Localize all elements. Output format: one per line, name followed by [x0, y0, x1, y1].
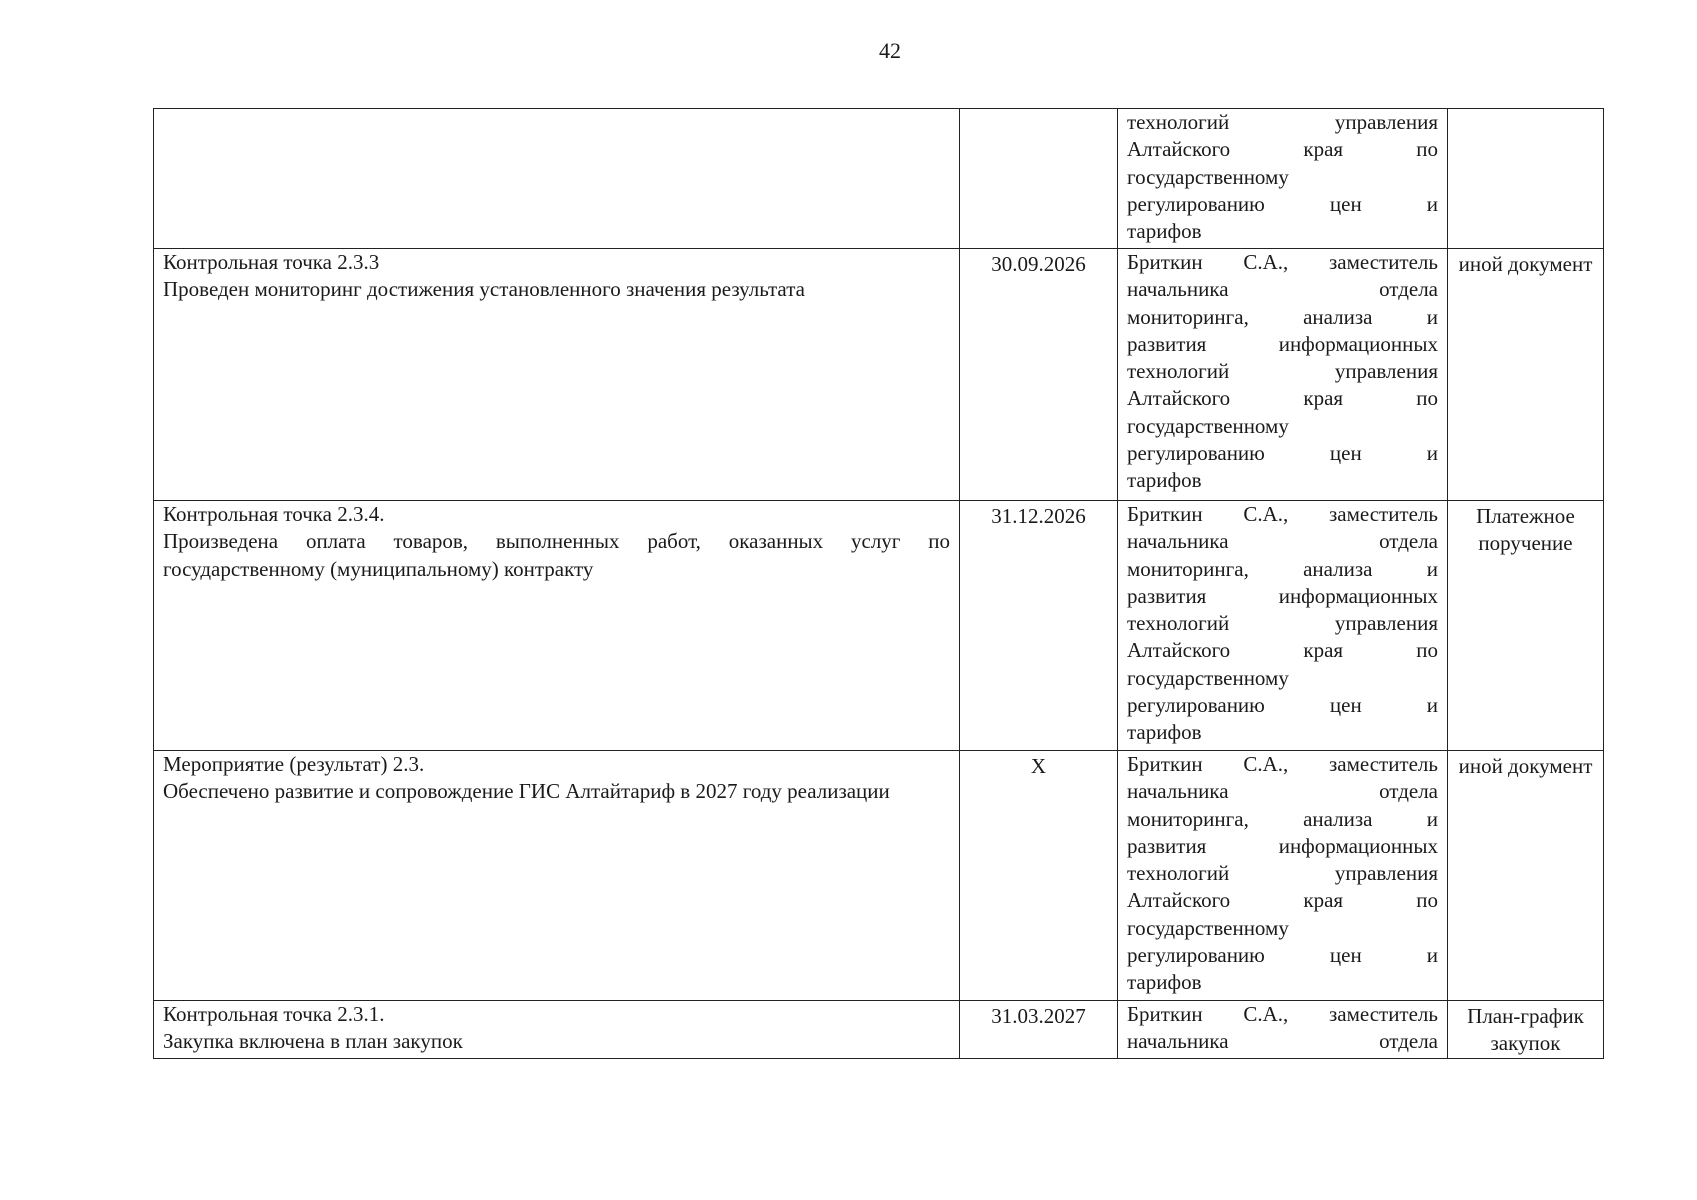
responsible-line: Алтайского края по [1127, 386, 1438, 411]
date-cell: 31.12.2026 [960, 501, 1118, 751]
responsible-line: технологий управления [1127, 861, 1438, 886]
responsible-line: развития информационных [1127, 583, 1438, 608]
row-title: Контрольная точка 2.3.4. [163, 502, 385, 526]
table-row [154, 1001, 1604, 1059]
responsible-line: мониторинга, анализа и [1127, 304, 1438, 329]
responsible-line: технологий управления [1127, 359, 1438, 384]
document-cell: иной документ [1448, 249, 1604, 501]
page-number: 42 [879, 38, 901, 63]
responsible-line: развития информационных [1127, 331, 1438, 356]
responsible-cell [1118, 751, 1448, 1001]
responsible-line: Бриткин С.А., заместитель [1127, 1002, 1438, 1026]
responsible-line: тарифов [1127, 720, 1202, 745]
responsible-line: государственному [1127, 915, 1289, 940]
measures-table [153, 108, 1604, 1059]
document-cell: иной документ [1448, 751, 1604, 1001]
document-cell [1448, 109, 1604, 249]
responsible-line: регулированию цен и [1127, 943, 1438, 968]
date-cell: 30.09.2026 [960, 249, 1118, 501]
table-row [154, 751, 1604, 1001]
responsible-line: мониторинга, анализа и [1127, 806, 1438, 831]
responsible-line: государственному [1127, 413, 1289, 438]
row-description: Проведен мониторинг достижения установленного значения результата [163, 277, 805, 302]
responsible-line: Алтайского края по [1127, 888, 1438, 913]
date-cell: Х [960, 751, 1118, 1001]
table-row [154, 249, 1604, 501]
responsible-line: технологий управления [1127, 611, 1438, 636]
responsible-line: начальника отдела [1127, 529, 1438, 554]
responsible-line: начальника отдела [1127, 277, 1438, 302]
responsible-cell [1118, 1001, 1448, 1059]
responsible-line: начальника отдела [1127, 779, 1438, 804]
responsible-line: регулированию цен и [1127, 693, 1438, 718]
responsible-cell [1118, 249, 1448, 501]
responsible-cell [1118, 109, 1448, 249]
description-cell [154, 751, 960, 1001]
table-row [154, 109, 1604, 249]
row-description: Обеспечено развитие и сопровождение ГИС Алтайтариф в 2027 году реализации [163, 779, 890, 804]
row-description: Произведена оплата товаров, выполненных работ, оказанных услуг по государственному (муниципальному) контракту [163, 529, 950, 581]
responsible-line: Бриткин С.А., заместитель [1127, 752, 1438, 776]
date-cell: 31.03.2027 [960, 1001, 1118, 1059]
responsible-line: регулированию цен и [1127, 191, 1438, 216]
responsible-line: тарифов [1127, 970, 1202, 995]
description-cell [154, 249, 960, 501]
responsible-line: Бриткин С.А., заместитель [1127, 502, 1438, 526]
description-cell [154, 1001, 960, 1059]
responsible-line: государственному [1127, 665, 1289, 690]
document-cell: План-график закупок [1448, 1001, 1604, 1059]
row-title: Мероприятие (результат) 2.3. [163, 752, 425, 776]
responsible-line: технологий управления [1127, 110, 1438, 134]
responsible-line: Бриткин С.А., заместитель [1127, 250, 1438, 274]
description-cell [154, 109, 960, 249]
responsible-cell [1118, 501, 1448, 751]
document-cell: Платежное поручение [1448, 501, 1604, 751]
responsible-line: регулированию цен и [1127, 441, 1438, 466]
date-cell [960, 109, 1118, 249]
responsible-line: Алтайского края по [1127, 137, 1438, 162]
responsible-line: развития информационных [1127, 833, 1438, 858]
responsible-line: Алтайского края по [1127, 638, 1438, 663]
row-title: Контрольная точка 2.3.3 [163, 250, 380, 274]
responsible-line: тарифов [1127, 219, 1202, 244]
description-cell [154, 501, 960, 751]
responsible-line: начальника отдела [1127, 1029, 1438, 1054]
table-row [154, 501, 1604, 751]
responsible-line: государственному [1127, 164, 1289, 189]
row-title: Контрольная точка 2.3.1. [163, 1002, 385, 1026]
responsible-line: мониторинга, анализа и [1127, 556, 1438, 581]
responsible-line: тарифов [1127, 468, 1202, 493]
row-description: Закупка включена в план закупок [163, 1029, 463, 1054]
